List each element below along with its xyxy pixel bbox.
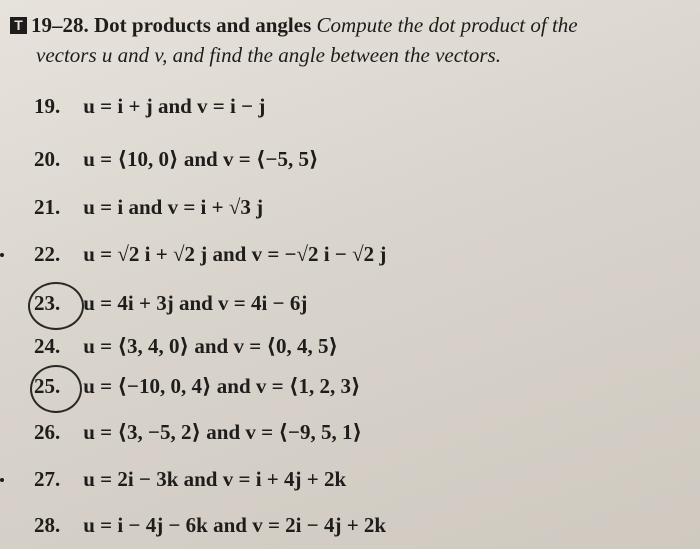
technology-icon: T	[10, 17, 27, 34]
problem-number: 22.	[34, 242, 61, 266]
problem-19	[34, 86, 265, 126]
problem-number: 23.	[34, 291, 61, 315]
problem-text: u = ⟨3, −5, 2⟩ and v = ⟨−9, 5, 1⟩	[83, 420, 363, 444]
exercise-header	[10, 10, 690, 70]
problem-26	[34, 412, 362, 452]
problem-text: u = 4i + 3j and v = 4i − 6j	[83, 291, 308, 315]
problem-20	[34, 139, 319, 179]
problem-number: 21.	[34, 195, 61, 219]
problem-text: u = 2i − 3k and v = i + 4j + 2k	[83, 467, 347, 491]
exercise-range: 19–28.	[31, 13, 89, 37]
problem-24	[34, 326, 338, 366]
header-line-1	[10, 10, 690, 40]
problem-25	[34, 366, 361, 406]
problem-number: 26.	[34, 420, 61, 444]
problem-number: 24.	[34, 334, 61, 358]
problem-text: u = ⟨3, 4, 0⟩ and v = ⟨0, 4, 5⟩	[83, 334, 339, 358]
margin-mark	[0, 478, 4, 482]
problem-23	[34, 283, 307, 323]
section-title: Dot products and angles	[94, 13, 312, 37]
instruction-text: Compute the dot product of the	[316, 13, 578, 37]
problem-text: u = √2 i + √2 j and v = −√2 i − √2 j	[83, 242, 387, 266]
problem-number: 19.	[34, 94, 61, 118]
margin-mark	[0, 253, 4, 257]
problem-number: 28.	[34, 513, 61, 537]
problem-text: u = i and v = i + √3 j	[83, 195, 264, 219]
problem-number: 20.	[34, 147, 61, 171]
instruction-text-line-2: vectors u and v, and find the angle between the vectors.	[36, 43, 501, 67]
problem-text: u = i + j and v = i − j	[83, 94, 266, 118]
problem-27	[34, 459, 346, 499]
problem-text: u = ⟨−10, 0, 4⟩ and v = ⟨1, 2, 3⟩	[83, 374, 361, 398]
problem-28	[34, 505, 386, 545]
problem-text: u = i − 4j − 6k and v = 2i − 4j + 2k	[83, 513, 387, 537]
problem-number: 25.	[34, 374, 61, 398]
problem-number: 27.	[34, 467, 61, 491]
problem-21	[34, 187, 263, 227]
problem-22	[34, 234, 386, 274]
problem-text: u = ⟨10, 0⟩ and v = ⟨−5, 5⟩	[83, 147, 319, 171]
